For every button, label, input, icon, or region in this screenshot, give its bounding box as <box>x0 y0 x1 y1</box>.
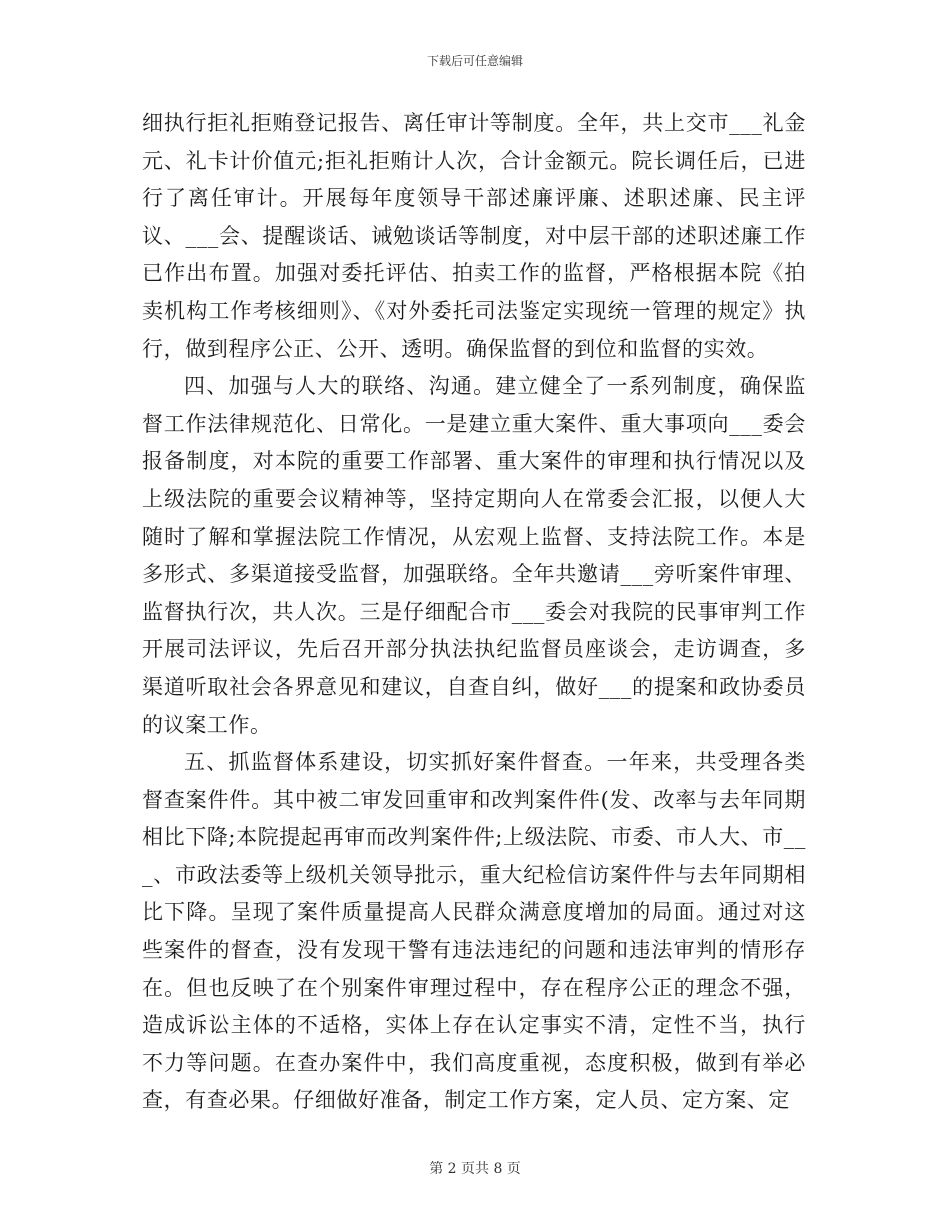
paragraph-1: 细执行拒礼拒贿登记报告、离任审计等制度。全年，共上交市___礼金元、礼卡计价值元;拒礼拒贿计人次，合计金额元。院长调任后，已进行了离任审计。开展每年度领导干部述廉评廉、述职述廉、民主评议、___会、提醒谈话、诫勉谈话等制度，对中层干部的述职述廉工作已作出布置。加强对委托评估、拍卖工作的监督，严格根据本院《拍卖机构工作考核细则》、《对外委托司法鉴定实现统一管理的规定》执行，做到程序公正、公开、透明。确保监督的到位和监督的实效。 <box>142 111 806 361</box>
paragraph-3: 五、抓监督体系建设，切实抓好案件督查。一年来，共受理各类督查案件件。其中被二审发回重审和改判案件件(发、改率与去年同期相比下降;本院提起再审而改判案件件;上级法院、市委、市人大、市___、市政法委等上级机关领导批示，重大纪检信访案件件与去年同期相比下降。呈现了案件质量提高人民群众满意度增加的局面。通过对这些案件的督查，没有发现干警有违法违纪的问题和违法审判的情形存在。但也反映了在个别案件审理过程中，存在程序公正的理念不强，造成诉讼主体的不适格，实体上存在认定事实不清，定性不当，执行不力等问题。在查办案件中，我们高度重视，态度积极，做到有举必查，有查必果。仔细做好准备，制定工作方案，定人员、定方案、定 <box>142 750 806 1113</box>
document-body <box>142 105 806 1120</box>
page-header: 下载后可任意编辑 <box>426 54 523 68</box>
page-footer: 第 2 页共 8 页 <box>429 1161 521 1177</box>
paragraph-2: 四、加强与人大的联络、沟通。建立健全了一系列制度，确保监督工作法律规范化、日常化。一是建立重大案件、重大事项向___委会报备制度，对本院的重要工作部署、重大案件的审理和执行情况以及上级法院的重要会议精神等，坚持定期向人在常委会汇报，以便人大随时了解和掌握法院工作情况，从宏观上监督、支持法院工作。本是多形式、多渠道接受监督，加强联络。全年共邀请___旁听案件审理、监督执行次，共人次。三是仔细配合市___委会对我院的民事审判工作开展司法评议，先后召开部分执法执纪监督员座谈会，走访调查，多渠道听取社会各界意见和建议，自查自纠，做好___的提案和政协委员的议案工作。 <box>142 374 806 737</box>
